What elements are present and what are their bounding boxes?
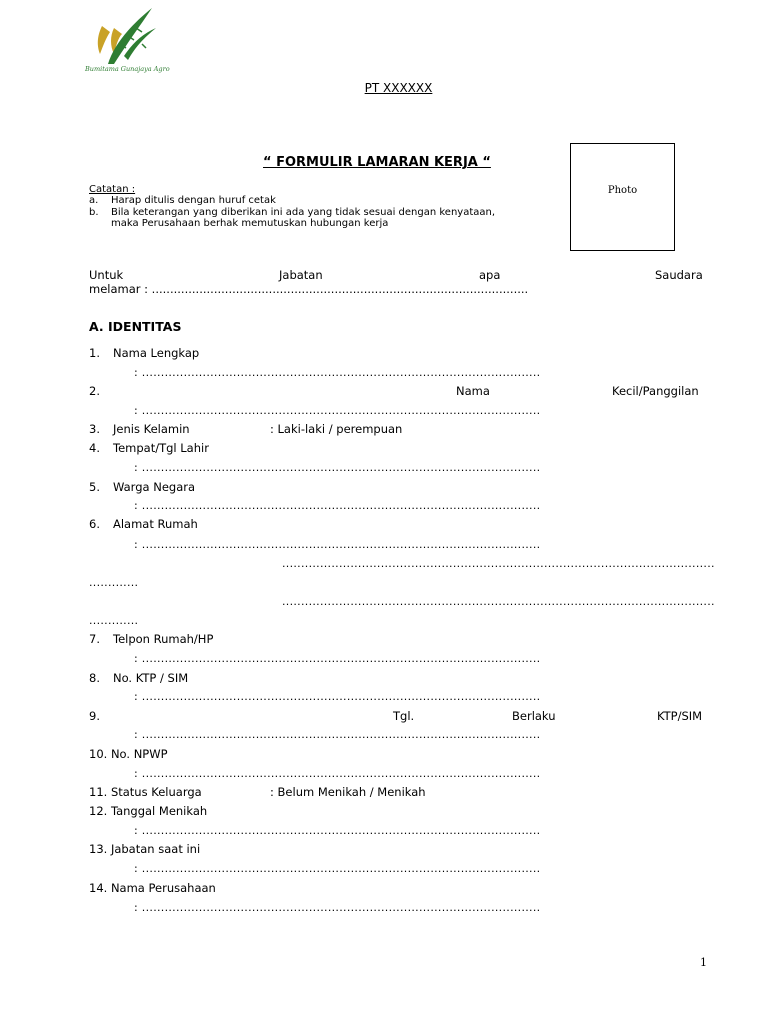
field-label: No. KTP / SIM xyxy=(113,671,189,685)
field-label: 13. Jabatan saat ini xyxy=(89,842,201,856)
field-label: Berlaku xyxy=(512,709,556,723)
field-dots[interactable]: : ......................................................................................................... xyxy=(134,690,541,703)
field-dots-continued[interactable]: .................................................................................................................. xyxy=(282,557,715,570)
field-label: KTP/SIM xyxy=(657,709,703,723)
field-number: 2. xyxy=(89,384,100,398)
note-text: Harap ditulis dengan huruf cetak xyxy=(111,195,276,206)
form-title: “ FORMULIR LAMARAN KERJA “ xyxy=(263,155,491,170)
field-label: 14. Nama Perusahaan xyxy=(89,881,216,895)
page-number: 1 xyxy=(700,956,707,969)
field-dots[interactable]: : ......................................................................................................... xyxy=(134,862,541,875)
field-label: 10. No. NPWP xyxy=(89,747,168,761)
field-dots-continued[interactable]: ............. xyxy=(89,614,139,627)
field-dots[interactable]: : ......................................................................................................... xyxy=(134,767,541,780)
field-label: Jenis Kelamin xyxy=(113,422,190,436)
field-dots[interactable]: : ......................................................................................................... xyxy=(134,461,541,474)
note-letter: a. xyxy=(89,195,99,206)
field-number: 8. xyxy=(89,671,100,685)
section-heading: A. IDENTITAS xyxy=(89,319,182,334)
field-dots[interactable]: : ......................................................................................................... xyxy=(134,824,541,837)
field-label: 11. Status Keluarga xyxy=(89,785,202,799)
intro-word: apa xyxy=(479,268,501,282)
field-label: Alamat Rumah xyxy=(113,517,198,531)
logo-text: Bumitama Gunajaya Agro xyxy=(85,65,170,73)
field-label: Nama Lengkap xyxy=(113,346,200,360)
field-number: 5. xyxy=(89,480,100,494)
field-dots[interactable]: : ......................................................................................................... xyxy=(134,728,541,741)
field-number: 6. xyxy=(89,517,100,531)
note-letter: b. xyxy=(89,207,99,218)
field-value: : Laki-laki / perempuan xyxy=(270,422,403,436)
field-number: 9. xyxy=(89,709,100,723)
field-value: : Belum Menikah / Menikah xyxy=(270,785,426,799)
intro-line: melamar : ....................................................................................................... xyxy=(89,282,529,296)
field-number: 7. xyxy=(89,632,100,646)
field-number: 1. xyxy=(89,346,100,360)
field-dots[interactable]: : ......................................................................................................... xyxy=(134,366,541,379)
field-dots[interactable]: : ......................................................................................................... xyxy=(134,404,541,417)
field-label: Nama xyxy=(456,384,490,398)
field-dots-continued[interactable]: .................................................................................................................. xyxy=(282,595,715,608)
field-label: Tempat/Tgl Lahir xyxy=(113,441,209,455)
field-dots[interactable]: : ......................................................................................................... xyxy=(134,499,541,512)
intro-word: Saudara xyxy=(655,268,703,282)
field-label: Tgl. xyxy=(393,709,415,723)
field-number: 3. xyxy=(89,422,100,436)
field-dots[interactable]: : ......................................................................................................... xyxy=(134,901,541,914)
notes-title: Catatan : xyxy=(89,184,136,195)
field-label: Kecil/Panggilan xyxy=(612,384,699,398)
field-dots-continued[interactable]: ............. xyxy=(89,576,139,589)
field-label: Telpon Rumah/HP xyxy=(113,632,214,646)
photo-label: Photo xyxy=(607,185,638,196)
note-text: Bila keterangan yang diberikan ini ada yang tidak sesuai dengan kenyataan, xyxy=(111,207,496,218)
field-dots[interactable]: : ......................................................................................................... xyxy=(134,538,541,551)
company-name: PT XXXXXX xyxy=(364,81,433,95)
note-text: maka Perusahaan berhak memutuskan hubungan kerja xyxy=(111,218,389,229)
field-label: 12. Tanggal Menikah xyxy=(89,804,208,818)
field-number: 4. xyxy=(89,441,100,455)
photo-box xyxy=(570,143,675,251)
intro-word: Jabatan xyxy=(279,268,323,282)
field-label: Warga Negara xyxy=(113,480,196,494)
intro-word: Untuk xyxy=(89,268,124,282)
company-logo xyxy=(84,4,168,74)
field-dots[interactable]: : ......................................................................................................... xyxy=(134,652,541,665)
